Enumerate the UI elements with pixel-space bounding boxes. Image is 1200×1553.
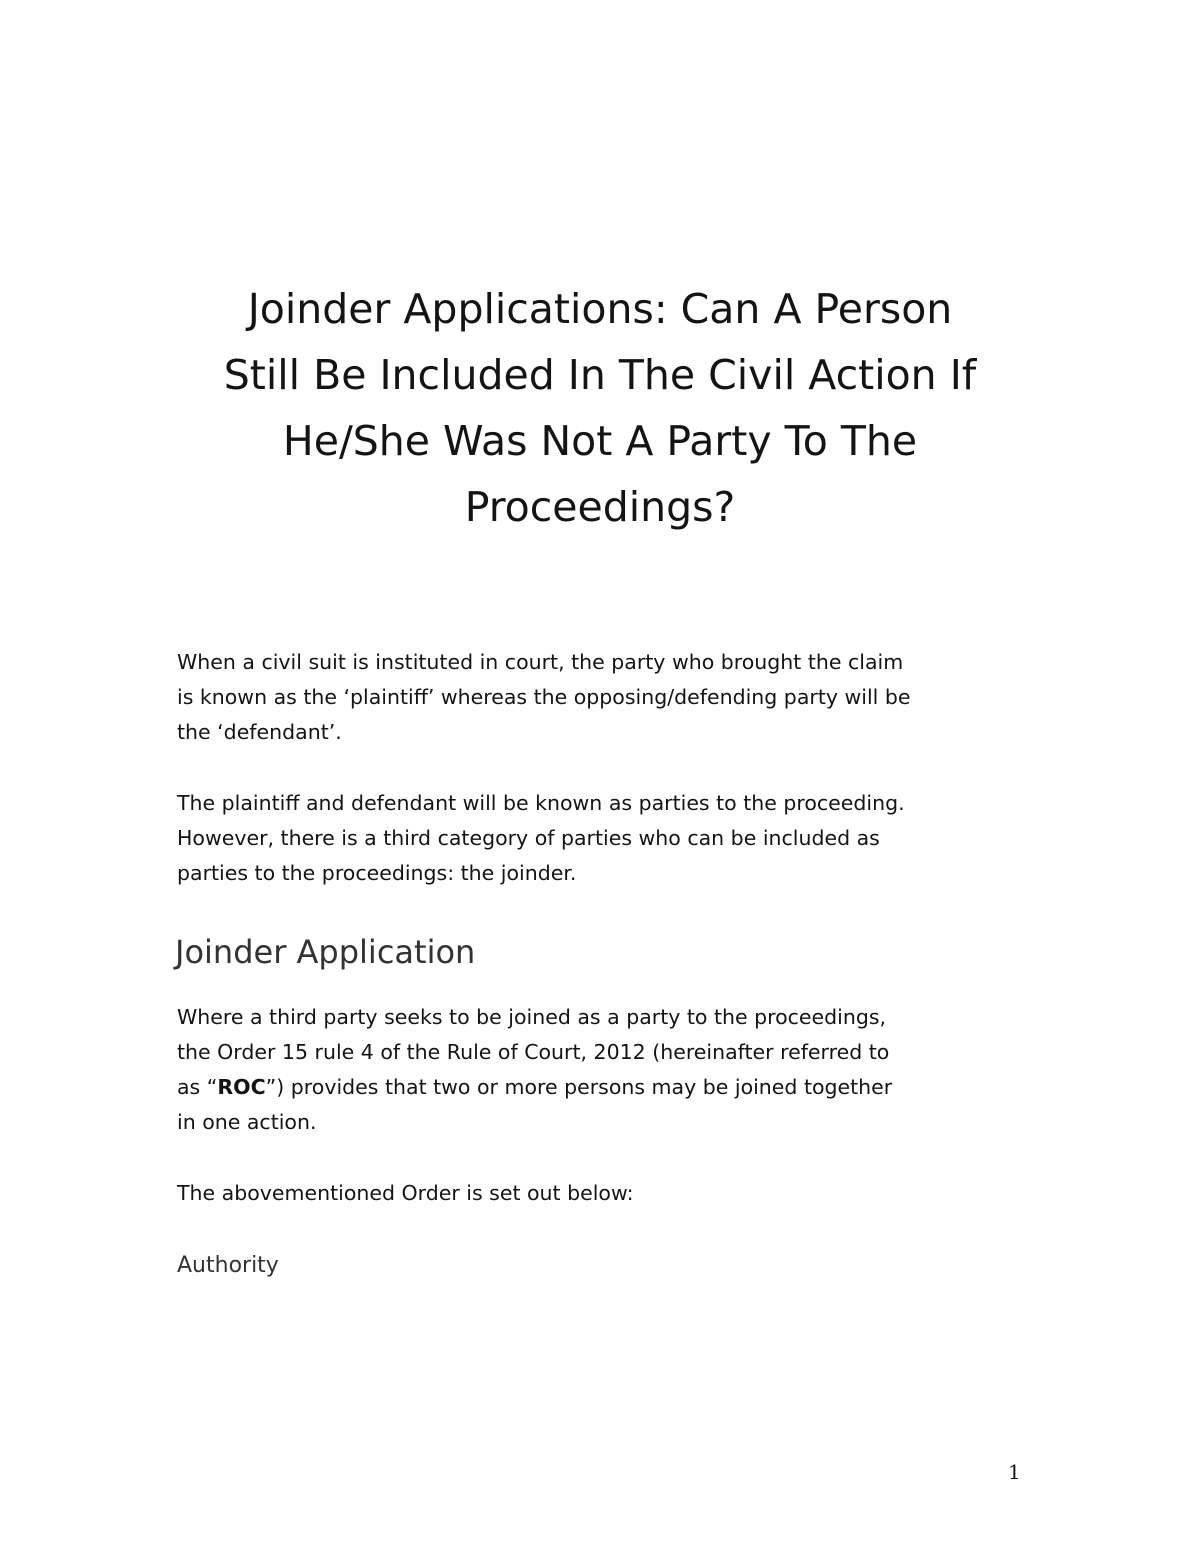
paragraph-line: in one action. — [177, 1110, 317, 1134]
title-line: He/She Was Not A Party To The — [282, 417, 918, 465]
order-intro: The abovementioned Order is set out below: — [177, 1181, 634, 1205]
paragraph-line: The plaintiff and defendant will be known as parties to the proceeding. — [177, 791, 905, 815]
paragraph-line: the ‘defendant’. — [177, 720, 342, 744]
roc-suffix: ”) provides that two or more persons may be joined together — [265, 1075, 893, 1099]
paragraph-line: parties to the proceedings: the joinder. — [177, 861, 577, 885]
parties-paragraph — [177, 786, 1057, 891]
order-paragraph — [177, 1000, 1057, 1140]
title-line: Still Be Included In The Civil Action If — [223, 351, 977, 399]
paragraph-line — [177, 1070, 1057, 1105]
page-number: 1 — [1008, 1460, 1021, 1484]
section-heading: Joinder Application — [175, 933, 476, 971]
title-line: Joinder Applications: Can A Person — [247, 285, 953, 333]
roc-abbreviation: ROC — [217, 1075, 266, 1099]
paragraph-line: Where a third party seeks to be joined as a party to the proceedings, — [177, 1005, 887, 1029]
intro-paragraph — [177, 645, 1057, 750]
authority-label: Authority — [177, 1253, 279, 1278]
paragraph-line: is known as the ‘plaintiff’ whereas the opposing/defending party will be — [177, 685, 911, 709]
paragraph-line: When a civil suit is instituted in court, the party who brought the claim — [177, 650, 904, 674]
paragraph-line: However, there is a third category of parties who can be included as — [177, 826, 880, 850]
paragraph-line: the Order 15 rule 4 of the Rule of Court, 2012 (hereinafter referred to — [177, 1040, 890, 1064]
document-title — [150, 276, 1050, 540]
title-line: Proceedings? — [464, 483, 736, 531]
roc-prefix: as “ — [177, 1075, 218, 1099]
